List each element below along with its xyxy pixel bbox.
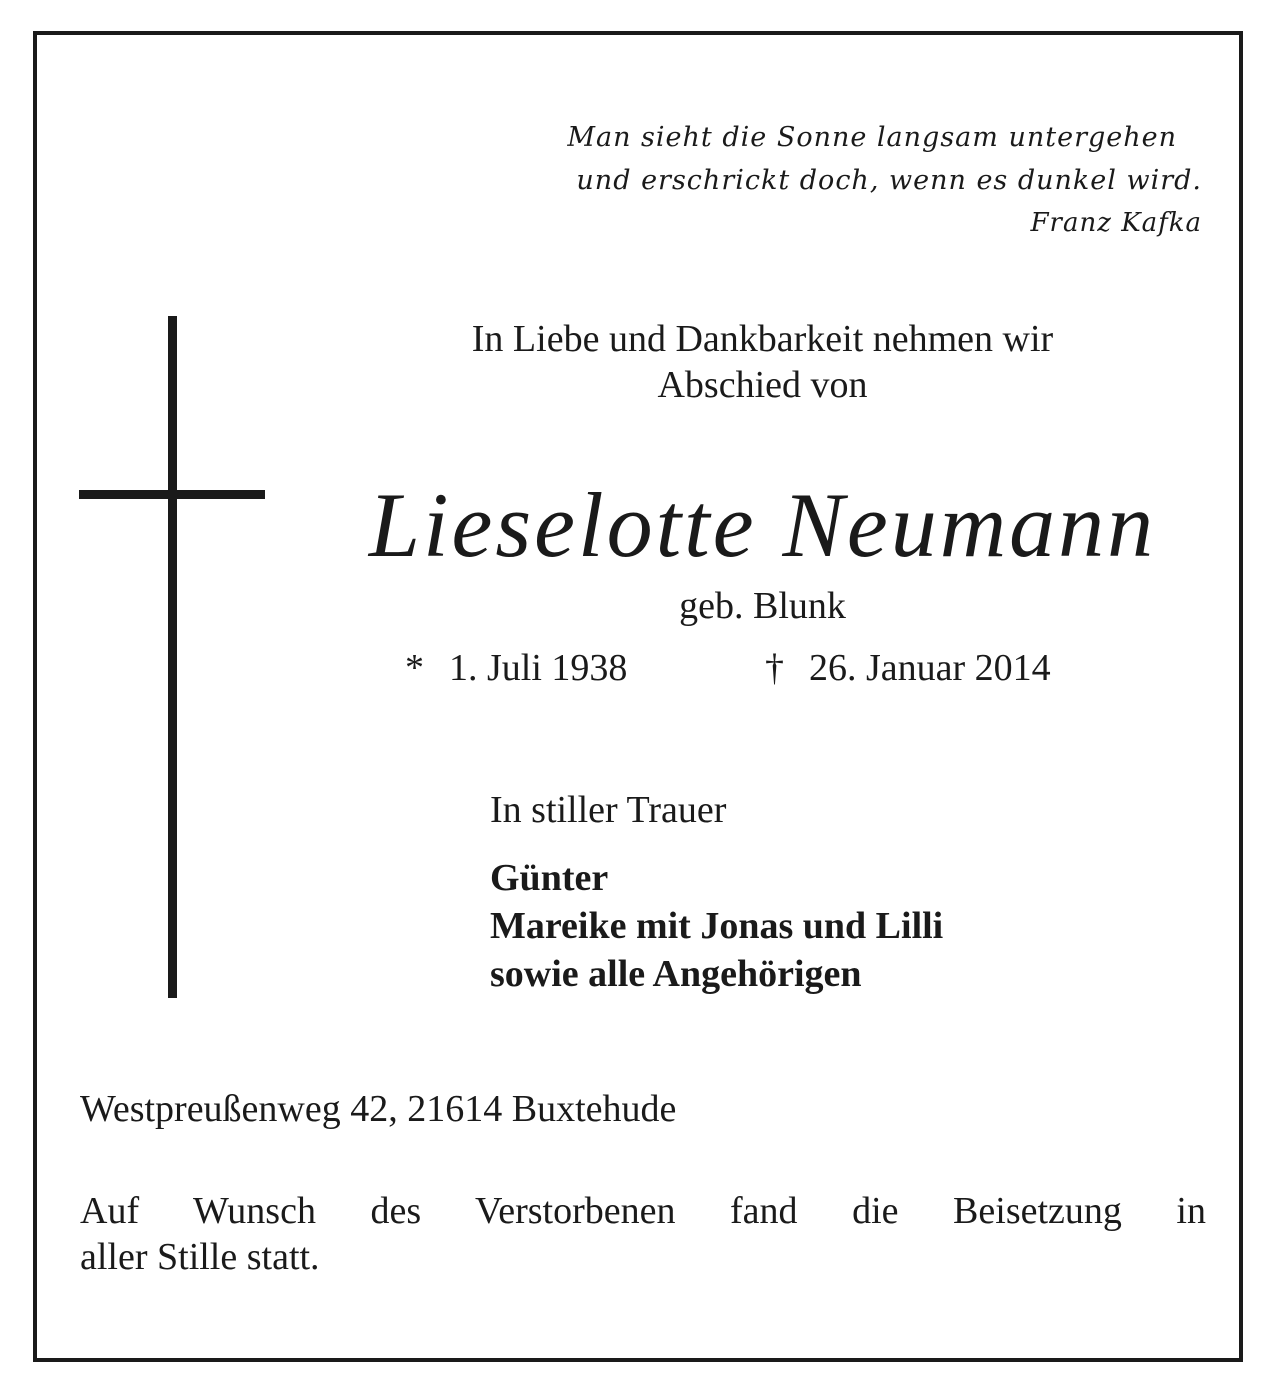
deceased-name: Lieselotte Neumann [368, 474, 1157, 576]
family-address: Westpreußenweg 42, 21614 Buxtehude [80, 1088, 677, 1130]
mourners-list [490, 854, 943, 998]
death-dagger-icon: † [765, 647, 784, 689]
intro-line-1: In Liebe und Dankbarkeit nehmen wir [471, 318, 1054, 360]
cross-horizontal-bar [79, 490, 265, 499]
mourning-heading: In stiller Trauer [490, 789, 727, 831]
intro-line-2: Abschied von [657, 364, 868, 406]
quote-author: Franz Kafka [1030, 208, 1202, 238]
maiden-name: geb. Blunk [679, 585, 846, 627]
quote-line-2: und erschrickt doch, wenn es dunkel wird. [576, 165, 1202, 196]
intro-text [340, 316, 1185, 408]
death-date: 26. Januar 2014 [809, 647, 1051, 689]
birth-star-icon: * [405, 647, 424, 689]
death-date-line [765, 645, 1051, 691]
mourner-name: Günter [490, 857, 609, 899]
notice-line-1: Auf Wunsch des Verstorbenen fand die Beisetzung in [80, 1190, 1206, 1232]
cross-vertical-bar [168, 316, 177, 998]
birth-date: 1. Juli 1938 [449, 647, 628, 689]
burial-notice [80, 1188, 1206, 1280]
kafka-quote [442, 116, 1202, 244]
quote-line-1: Man sieht die Sonne langsam untergehen [567, 122, 1177, 153]
mourner-name: Mareike mit Jonas und Lilli [490, 905, 944, 947]
birth-date-line [405, 645, 627, 691]
notice-line-2: aller Stille statt. [80, 1236, 320, 1278]
mourner-name: sowie alle Angehörigen [490, 953, 862, 995]
